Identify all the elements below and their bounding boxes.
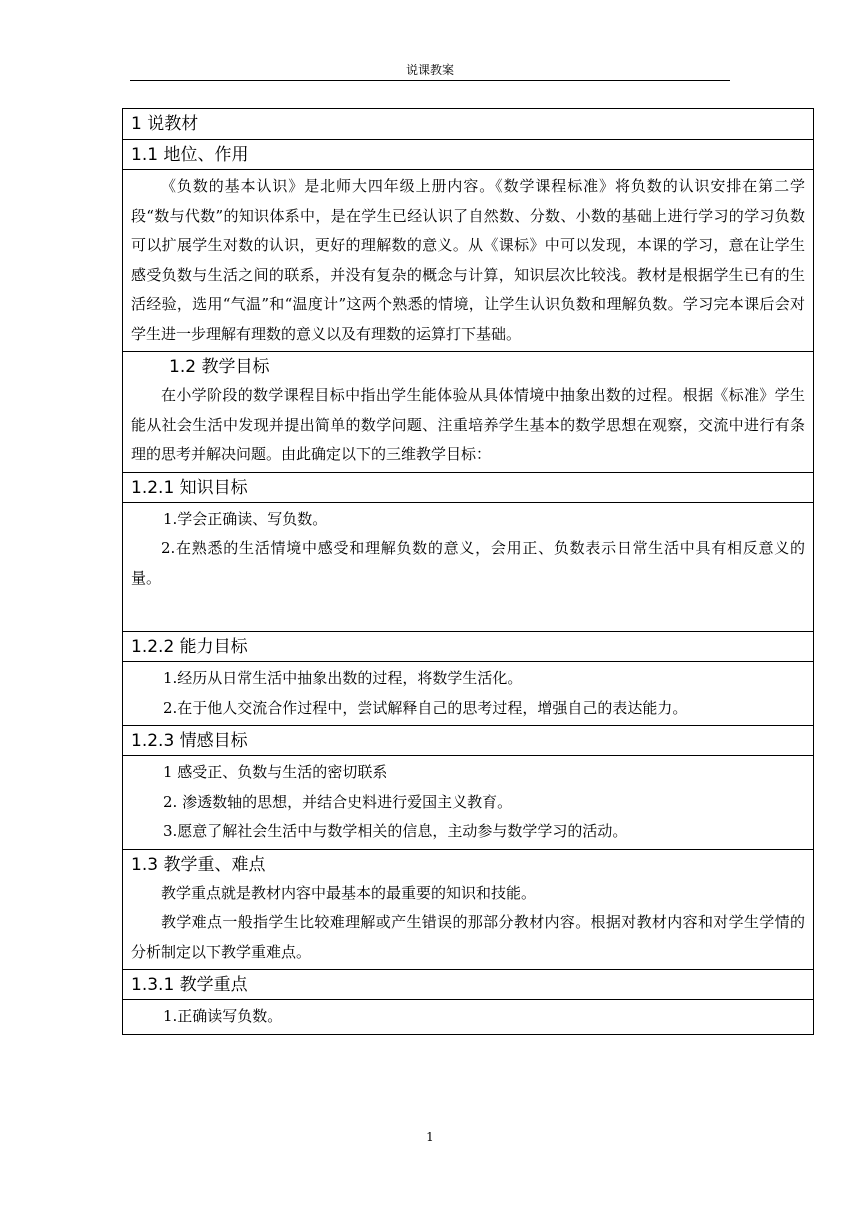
page-header: 说课教案 xyxy=(405,63,454,77)
list-item: 2.在于他人交流合作过程中，尝试解释自己的思考过程，增强自己的表达能力。 xyxy=(163,698,688,717)
section-body-1-3-1 xyxy=(123,999,813,1034)
section-heading-1: 1 说教材 xyxy=(131,114,199,134)
list-item: 2.在熟悉的生活情境中感受和理解负数的意义，会用正、负数表示日常生活中具有相反意义的量。 xyxy=(131,539,805,587)
section-body-1-2 xyxy=(123,381,813,472)
section-heading-1-2-2: 1.2.2 能力目标 xyxy=(123,631,813,661)
list-item: 1.学会正确读、写负数。 xyxy=(163,509,328,528)
section-heading-1-2-3: 1.2.3 情感目标 xyxy=(123,725,813,755)
page-number: 1 xyxy=(426,1130,434,1144)
header-rule xyxy=(130,80,730,81)
list-item: 2. 渗透数轴的思想，并结合史料进行爱国主义教育。 xyxy=(163,792,513,811)
list-item: 1.经历从日常生活中抽象出数的过程，将数学生活化。 xyxy=(163,669,523,687)
paragraph: 教学重点就是教材内容中最基本的最重要的知识和技能。 xyxy=(161,883,537,902)
list-item: 3.愿意了解社会生活中与数学相关的信息，主动参与数学学习的活动。 xyxy=(163,822,628,840)
section-heading-1-3: 1.3 教学重、难点 xyxy=(123,849,813,879)
spacer xyxy=(131,593,805,629)
section-heading-1-3-1: 1.3.1 教学重点 xyxy=(123,969,813,999)
section-body-1-3 xyxy=(123,879,813,970)
list-item: 1 感受正、负数与生活的密切联系 xyxy=(163,763,388,781)
list-item: 1.正确读写负数。 xyxy=(163,1007,283,1025)
section-body-1-2-2 xyxy=(123,661,813,725)
paragraph: 教学难点一般指学生比较难理解或产生错误的那部分教材内容。根据对教材内容和对学生学情的分析制定以下教学重难点。 xyxy=(131,913,805,961)
section-heading-1-2: 1.2 教学目标 xyxy=(123,351,813,381)
paragraph: 《负数的基本认识》是北师大四年级上册内容。《数学课程标准》将负数的认识安排在第二学段“数与代数”的知识体系中，是在学生已经认识了自然数、分数、小数的基础上进行学习的学习负数可以扩展学生对数的认识，更好的理解数的意义。从《课标》中可以发现，本课的学习，意在让学生感受负数与生活之间的联系，并没有复杂的概念与计算，知识层次比较浅。教材是根据学生已有的生活经验，选用“气温”和“温度计”这两个熟悉的情境，让学生认识负数和理解负数。学习完本课后会对学生进一步理解有理数的意义以及有理数的运算打下基础。 xyxy=(131,177,805,343)
section-body-1-1 xyxy=(123,169,813,351)
section-body-1-2-3 xyxy=(123,755,813,849)
section-body-1-2-1 xyxy=(123,502,813,632)
section-heading-1-2-1: 1.2.1 知识目标 xyxy=(123,472,813,502)
paragraph: 在小学阶段的数学课程目标中指出学生能体验从具体情境中抽象出数的过程。根据《标准》学生能从社会生活中发现并提出简单的数学问题、注重培养学生基本的数学思想在观察，交流中进行有条理的思考并解决问题。由此确定以下的三维教学目标： xyxy=(131,386,805,463)
lesson-plan-table xyxy=(122,108,814,1035)
section-heading-1-1: 1.1 地位、作用 xyxy=(123,139,813,169)
